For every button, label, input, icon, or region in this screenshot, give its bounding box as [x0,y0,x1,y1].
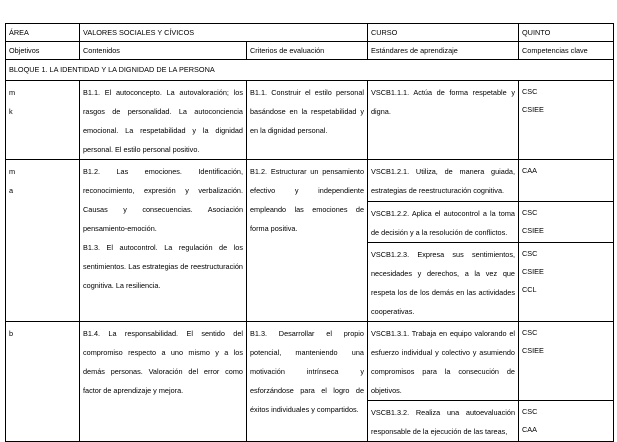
competencias-list [522,243,610,299]
objetivo-item: a [9,186,14,195]
criterio-text: B1.2. Estructurar un pensamiento efectivo y independiente empleando las emociones de forma positiva. [250,167,364,233]
contenido-paragraph: B1.1. El autoconcepto. La autovaloración; los rasgos de personalidad. La autoconciencia emocional. La respetabilidad y la dignidad personal. El estilo personal positivo. [83,88,243,154]
estandar-cell [368,322,519,401]
col-competencias: Competencias clave [519,42,614,60]
competencia-item: CSIEE [522,226,544,235]
content-rows [6,81,614,442]
col-contenidos: Contenidos [80,42,247,60]
estandar-cell [368,401,519,442]
competencias-cell [519,202,614,243]
contenidos-cell [80,81,247,160]
col-estandares: Estándares de aprendizaje [368,42,519,60]
competencias-list [522,202,610,240]
col-criterios: Criterios de evaluación [247,42,368,60]
competencia-item: CSC [522,328,538,337]
estandar-cell [368,243,519,322]
criterio-cell [247,322,368,442]
competencias-list [522,81,610,119]
curriculum-table [5,23,614,442]
objetivos-list [9,160,76,200]
competencias-list [522,322,610,360]
curso-value: QUINTO [519,24,614,42]
criterio-text: B1.1. Construir el estilo personal basándose en la respetabilidad y en la dignidad personal. [250,88,364,135]
contenido-paragraph: B1.4. La responsabilidad. El sentido del compromiso respecto a uno mismo y a los demás personas. Valoración del error como factor de aprendizaje y mejora. [83,329,243,395]
competencia-item: CSC [522,87,538,96]
competencia-item: CCL [522,285,537,294]
area-label: ÁREA [6,24,80,42]
contenidos-cell [80,160,247,322]
criterio-cell [247,81,368,160]
competencia-item: CSIEE [522,346,544,355]
col-objetivos: Objetivos [6,42,80,60]
estandar-text: VSCB1.2.3. Expresa sus sentimientos, necesidades y derechos, a la vez que respeta los de los demás en las actividades cooperativas. [371,250,515,316]
competencia-item: CSC [522,249,538,258]
estandar-text: VSCB1.2.2. Aplica el autocontrol a la toma de decisión y a la resolución de conflictos. [371,209,515,237]
objetivos-list [9,81,76,121]
criterio-cell [247,160,368,322]
column-header-row [6,42,614,60]
competencia-item: CAA [522,425,538,434]
area-value: VALORES SOCIALES Y CÍVICOS [80,24,368,42]
curso-label: CURSO [368,24,519,42]
competencias-cell [519,401,614,442]
objetivo-item: b [9,329,14,338]
contenido-paragraph: B1.3. El autocontrol. La regulación de los sentimientos. Las estrategias de reestructuración cognitiva. La resiliencia. [83,243,243,290]
estandar-cell [368,202,519,243]
competencia-item: CSIEE [522,267,544,276]
header-row [6,24,614,42]
objetivo-item: k [9,107,13,116]
objetivos-cell [6,322,80,442]
competencia-item: CAA [522,166,538,175]
objetivos-list [9,322,76,343]
table-row [6,322,614,401]
table-row [6,160,614,202]
table-row [6,81,614,160]
objetivos-cell [6,81,80,160]
estandar-text: VSCB1.3.2. Realiza una autoevaluación responsable de la ejecución de las tareas, [371,408,515,436]
competencias-list [522,160,610,180]
bloque-title: BLOQUE 1. LA IDENTIDAD Y LA DIGNIDAD DE LA PERSONA [6,60,614,81]
objetivo-item: m [9,88,16,97]
estandar-text: VSCB1.2.1. Utiliza, de manera guiada, estrategias de reestructuración cognitiva. [371,167,515,195]
estandar-text: VSCB1.3.1. Trabaja en equipo valorando el esfuerzo individual y colectivo y asumiendo compromisos para la consecución de objetivos. [371,329,515,395]
competencias-list [522,401,610,439]
estandar-text: VSCB1.1.1. Actúa de forma respetable y digna. [371,88,515,116]
competencias-cell [519,243,614,322]
estandar-cell [368,160,519,202]
competencias-cell [519,81,614,160]
objetivo-item: m [9,167,16,176]
competencia-item: CSIEE [522,105,544,114]
contenidos-cell [80,322,247,442]
estandar-cell [368,81,519,160]
criterio-text: B1.3. Desarrollar el propio potencial, manteniendo una motivación intrínseca y esforzándose para el logro de éxitos individuales y compartidos. [250,329,364,414]
contenido-paragraph: B1.2. Las emociones. Identificación, reconocimiento, expresión y verbalización. Causas y consecuencias. Asociación pensamiento-emoción. [83,167,243,233]
competencias-cell [519,160,614,202]
objetivos-cell [6,160,80,322]
bloque-row [6,60,614,81]
competencia-item: CSC [522,407,538,416]
competencias-cell [519,322,614,401]
competencia-item: CSC [522,208,538,217]
